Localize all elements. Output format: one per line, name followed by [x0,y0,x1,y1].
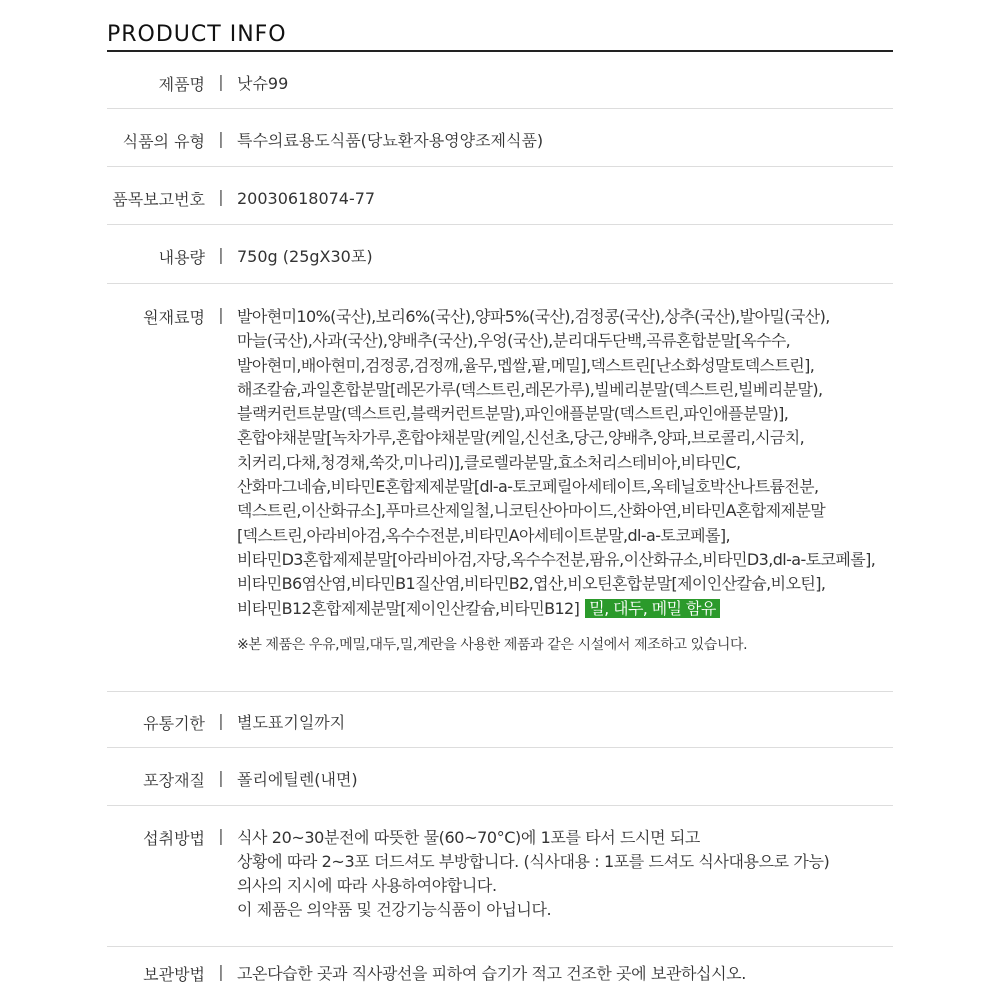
expiry-value: 별도표기일까지 [237,713,346,732]
ingredients-line: 블랙커런트분말(덱스트린,블랙커런트분말),파인애플분말(덱스트린,파인애플분말)], [237,404,789,424]
report-number-label: 품목보고번호 [112,190,205,209]
ingredients-line: 치커리,다채,청경채,쑥갓,미나리)],클로렐라분말,효소처리스테비아,비타민C, [237,452,741,472]
food-type-value: 특수의료용도식품(당뇨환자용영양조제식품) [237,131,544,150]
separator: | [218,711,224,730]
usage-line: 식사 20~30분전에 따뜻한 물(60~70°C)에 1포를 타서 드시면 되고 [237,828,700,847]
packaging-label: 포장재질 [143,771,205,790]
ingredients-last-line [237,597,893,621]
usage-line: 의사의 지시에 따라 사용하여야합니다. [237,876,497,895]
ingredients-line: 비타민D3혼합제제분말[아라비아검,자당,옥수수전분,팜유,이산화규소,비타민D3,dl-a-토코페롤], [237,549,876,569]
product-name-value: 낫슈99 [237,74,289,93]
ingredients-line: 해조칼슘,과일혼합분말[레몬가루(덱스트린,레몬가루),빌베리분말(덱스트린,빌베리분말), [237,379,823,399]
storage-label: 보관방법 [143,965,205,984]
packaging-value: 폴리에틸렌(내면) [237,770,358,789]
section-title: PRODUCT INFO [107,22,287,47]
ingredients-line: 비타민B12혼합제제분말[제이인산칼슘,비타민B12] [237,598,580,618]
separator: | [218,129,224,148]
separator: | [218,187,224,206]
divider [107,283,893,284]
divider [107,166,893,167]
ingredients-line: [덱스트린,아라비아검,옥수수전분,비타민A아세테이트분말,dl-a-토코페롤], [237,525,730,545]
ingredients-line: 덱스트린,이산화규소],푸마르산제일철,니코틴산아마이드,산화아연,비타민A혼합제제분말 [237,501,826,521]
content-amount-value: 750g (25gX30포) [237,247,373,266]
divider [107,224,893,225]
title-rule [107,50,893,52]
report-number-value: 20030618074-77 [237,189,376,208]
divider [107,946,893,947]
ingredients-line: 발아현미10%(국산),보리6%(국산),양파5%(국산),검정콩(국산),상추(국산),발아밀(국산), [237,307,830,326]
separator: | [218,245,224,264]
usage-line: 이 제품은 의약품 및 건강기능식품이 아닙니다. [237,900,552,919]
separator: | [218,305,224,324]
ingredients-label: 원재료명 [143,308,205,327]
divider [107,691,893,692]
content-amount-label: 내용량 [158,248,205,267]
separator: | [218,962,224,981]
ingredients-line: 발아현미,배아현미,검정콩,검정깨,율무,멥쌀,팥,메밀],덱스트린[난소화성말토덱스트린], [237,355,815,375]
ingredients-line: 산화마그네슘,비타민E혼합제제분말[dl-a-토코페릴아세테이트,옥테닐호박산나트륨전분, [237,477,819,497]
divider [107,805,893,806]
storage-value: 고온다습한 곳과 직사광선을 피하여 습기가 적고 건조한 곳에 보관하십시오. [237,964,746,983]
facility-note: ※본 제품은 우유,메밀,대두,밀,계란을 사용한 제품과 같은 시설에서 제조하고 있습니다. [237,636,748,653]
ingredients-line: 마늘(국산),사과(국산),양배추(국산),우엉(국산),분리대두단백,곡류혼합분말[옥수수, [237,331,791,351]
divider [107,108,893,109]
ingredients-value [237,305,893,657]
expiry-label: 유통기한 [143,714,205,733]
usage-label: 섭취방법 [143,829,205,848]
ingredients-line: 혼합야채분말[녹차가루,혼합야채분말(케일,신선초,당근,양배추,양파,브로콜리,시금치, [237,428,805,448]
usage-line: 상황에 따라 2~3포 더드셔도 부방합니다. (식사대용 : 1포를 드셔도 식사대용으로 가능) [237,852,830,871]
product-name-label: 제품명 [158,75,205,94]
food-type-label: 식품의 유형 [122,132,205,151]
allergen-badge: 밀, 대두, 메밀 함유 [585,599,719,618]
usage-value [237,826,893,922]
divider [107,747,893,748]
ingredients-line: 비타민B6염산염,비타민B1질산염,비타민B2,엽산,비오틴혼합분말[제이인산칼슘,비오틴], [237,574,826,594]
separator: | [218,826,224,845]
separator: | [218,768,224,787]
separator: | [218,72,224,91]
